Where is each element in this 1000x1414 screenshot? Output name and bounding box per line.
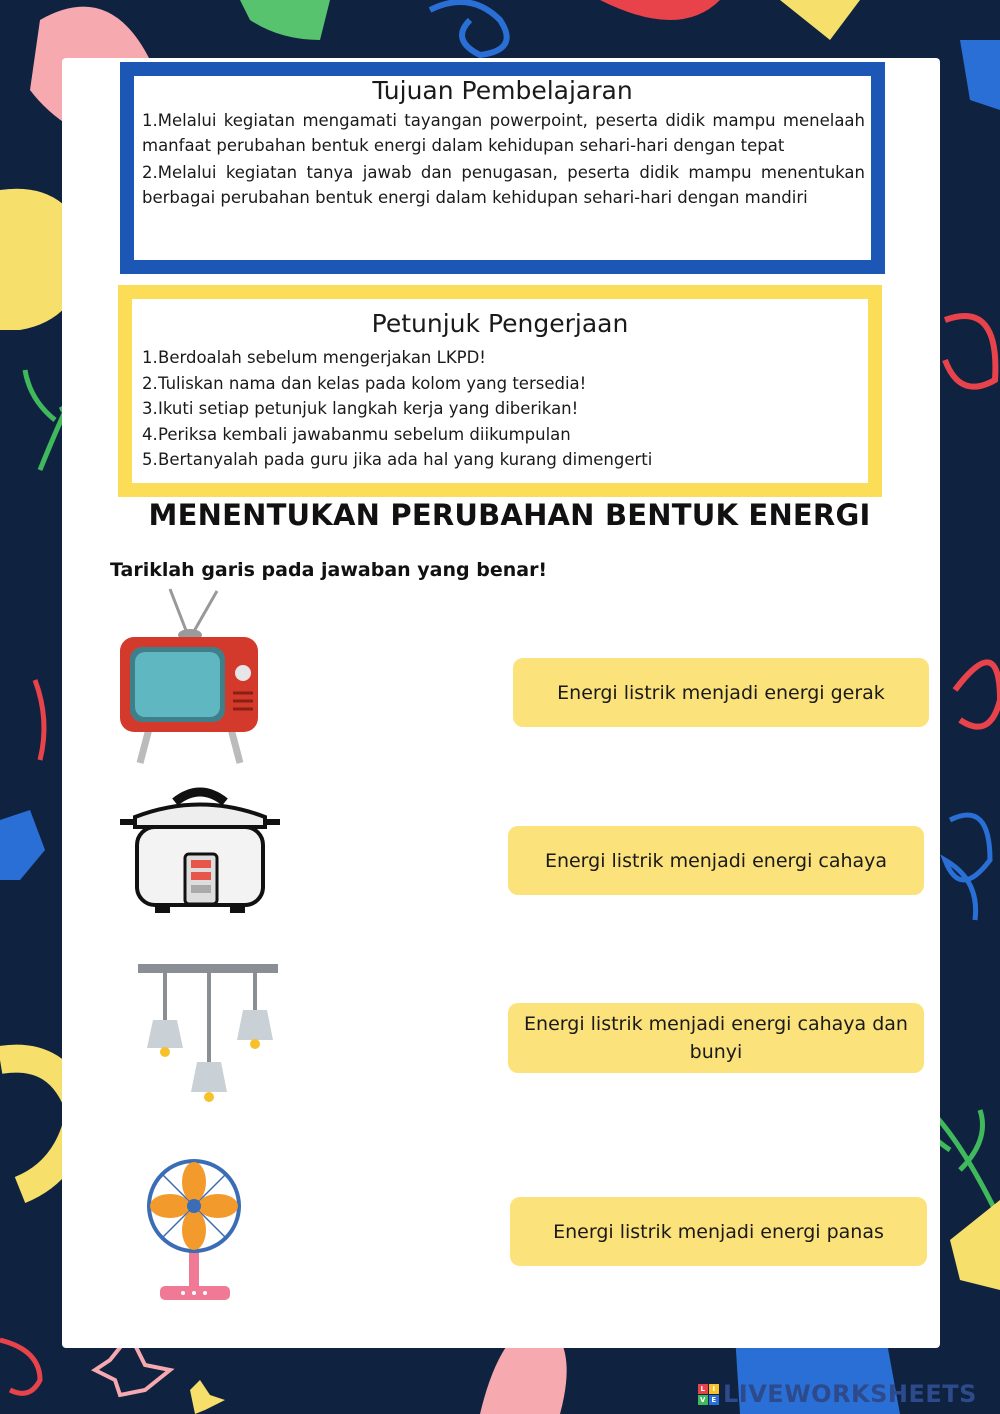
objectives-title: Tujuan Pembelajaran	[372, 76, 633, 105]
answer-option-2[interactable]	[508, 826, 924, 895]
answer-option-3-label: Energi listrik menjadi energi cahaya dan bunyi	[524, 1013, 908, 1063]
activity-instruction: Tariklah garis pada jawaban yang benar!	[110, 559, 548, 581]
answer-option-2-label: Energi listrik menjadi energi cahaya	[544, 849, 888, 872]
instruction-item-5: 5.Bertanyalah pada guru jika ada hal yang kurang dimengerti	[142, 450, 653, 469]
answer-option-4-label: Energi listrik menjadi energi panas	[553, 1220, 884, 1243]
pendant-lamp-icon[interactable]	[135, 960, 285, 1110]
electric-fan-icon[interactable]	[145, 1158, 245, 1303]
answer-option-4[interactable]	[510, 1197, 927, 1266]
instruction-item-4: 4.Periksa kembali jawabanmu sebelum diikumpulan	[142, 424, 571, 444]
answer-option-1-label: Energi listrik menjadi energi gerak	[557, 681, 885, 704]
instructions-list	[142, 345, 868, 473]
instructions-title: Petunjuk Pengerjaan	[371, 309, 629, 338]
liveworksheets-logo-icon: L I V E	[698, 1384, 719, 1405]
instructions-box	[118, 285, 882, 497]
instruction-item-3: 3.Ikuti setiap petunjuk langkah kerja yang diberikan!	[142, 399, 579, 418]
instruction-item-1: 1.Berdoalah sebelum mengerjakan LKPD!	[142, 348, 486, 367]
rice-cooker-icon[interactable]	[115, 782, 285, 917]
objectives-box	[120, 62, 885, 274]
watermark-text: LIVEWORKSHEETS	[723, 1380, 977, 1408]
objective-item-2: 2.Melalui kegiatan tanya jawab dan penugasan, peserta didik mampu menentukan berbagai perubahan bentuk energi dalam kehidupan sehari-hari dengan mandiri	[142, 163, 865, 207]
answer-option-3[interactable]	[508, 1003, 924, 1073]
instruction-item-2: 2.Tuliskan nama dan kelas pada kolom yang tersedia!	[142, 373, 587, 393]
activity-heading: MENENTUKAN PERUBAHAN BENTUK ENERGI	[148, 498, 871, 532]
answer-option-1[interactable]	[513, 658, 929, 727]
television-icon[interactable]	[115, 585, 265, 765]
liveworksheets-watermark	[698, 1380, 977, 1408]
objective-item-1: 1.Melalui kegiatan mengamati tayangan powerpoint, peserta didik mampu menelaah manfaat perubahan bentuk energi dalam kehidupan sehari-hari dengan tepat	[142, 111, 865, 155]
